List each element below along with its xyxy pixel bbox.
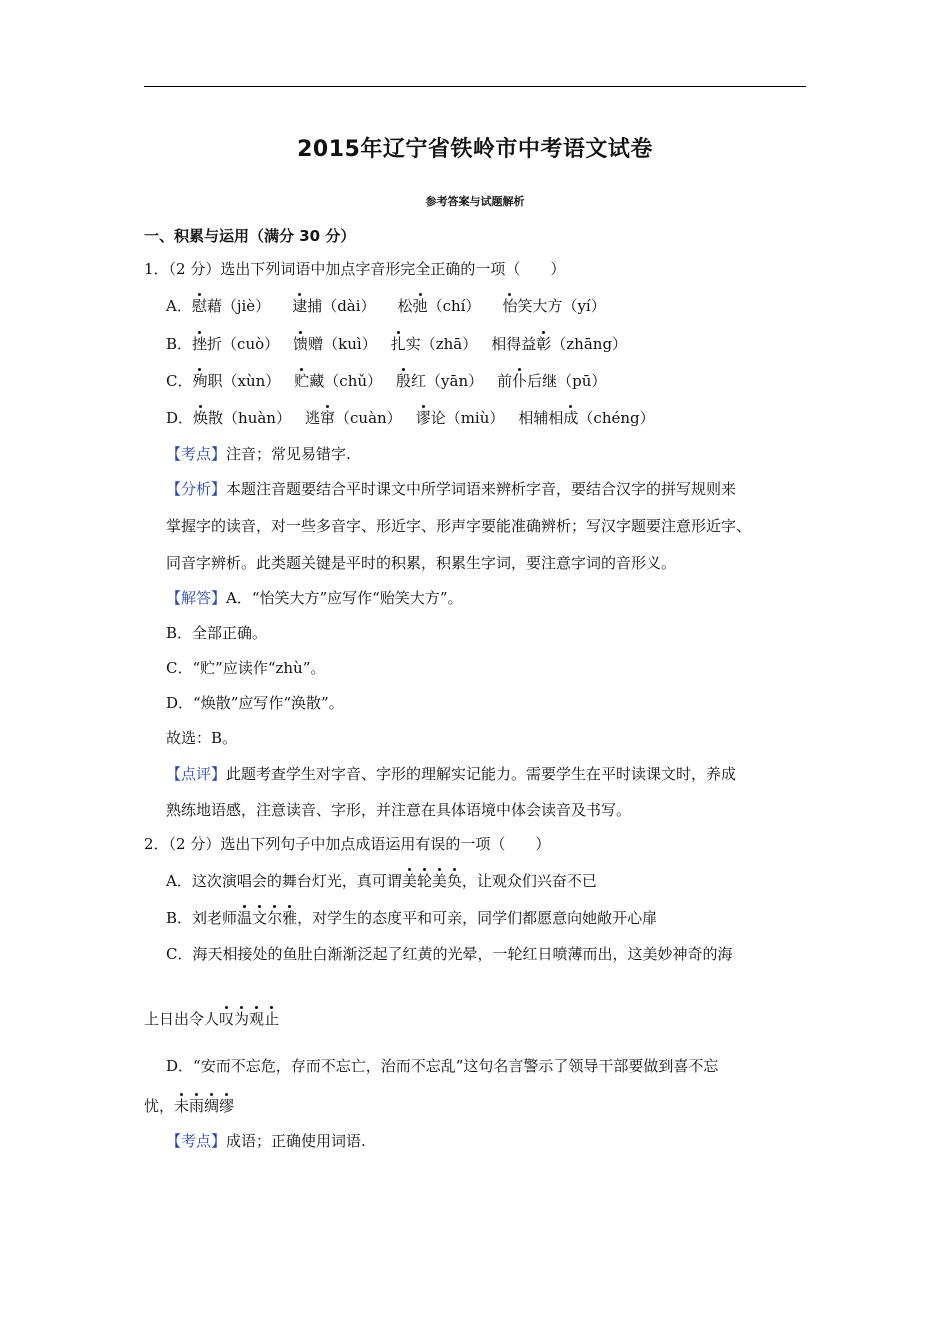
word-item	[193, 409, 291, 427]
word-part: （chéng）	[578, 409, 655, 427]
word-item	[396, 372, 483, 390]
dotted-char: 为	[234, 1010, 250, 1028]
word-part: 后继（pū）	[527, 372, 607, 390]
word-item	[518, 409, 654, 427]
q1-jieda-5: 故选：B。	[166, 729, 238, 747]
q2-kaodian	[166, 1131, 366, 1151]
dotted-char: 殉	[192, 372, 208, 390]
dotted-char: 弛	[412, 297, 428, 315]
q1-fenxi-3: 同音字辨析。此类题关键是平时的积累，积累生字词，要注意字词的音形义。	[166, 554, 677, 572]
word-item	[192, 335, 279, 353]
option-letter: B．	[166, 335, 193, 353]
fenxi-tag: 【分析】	[166, 480, 227, 498]
word-item	[491, 335, 627, 353]
dotted-char: 缪	[219, 1097, 235, 1115]
q1-jieda-1	[166, 588, 463, 608]
dotted-char: 叹	[219, 1010, 235, 1028]
dotted-char: 慰	[191, 297, 207, 315]
dotted-char: 怡	[502, 297, 518, 315]
word-part: 红（yān）	[411, 372, 484, 390]
word-item	[293, 335, 377, 353]
dotted-char: 挫	[192, 335, 208, 353]
q2-c-pre: 上日出令人	[144, 1010, 220, 1028]
q2-a-dotted	[402, 872, 462, 890]
word-part: （zhāng）	[551, 335, 628, 353]
dotted-char: 仆	[512, 372, 528, 390]
dotted-char: 焕	[193, 409, 209, 427]
word-part: 职（xùn）	[207, 372, 281, 390]
word-part: 折（cuò）	[207, 335, 280, 353]
dotted-char: 止	[264, 1010, 280, 1028]
q1-kaodian	[166, 444, 351, 464]
fenxi-text: 本题注音题要结合平时课文中所学词语来辨析字音，要结合汉字的拼写规则来	[226, 480, 737, 498]
q2-option-d-2	[144, 1096, 234, 1116]
word-part: 前	[497, 372, 513, 390]
jieda-text: A．“怡笑大方”应写作“贻笑大方”。	[226, 589, 463, 607]
dotted-char: 殷	[396, 372, 412, 390]
word-item	[497, 372, 606, 390]
q1-jieda-3: C．“贮”应读作“zhù”。	[166, 659, 326, 677]
q2-b-pre: B．刘老师	[166, 909, 238, 927]
option-letter: C．	[166, 372, 193, 390]
dianping-tag: 【点评】	[166, 765, 227, 783]
q1-dianping-2: 熟练地语感，注意读音、字形，并注意在具体语境中体会读音及书写。	[166, 801, 632, 819]
word-part: 相得益	[491, 335, 537, 353]
q1-jieda-4: D．“焕散”应写作“涣散”。	[166, 694, 344, 712]
q1-fenxi-1	[166, 479, 736, 499]
dotted-char: 观	[249, 1010, 265, 1028]
page-subtitle: 参考答案与试题解析	[425, 195, 525, 208]
q2-option-b	[166, 908, 657, 928]
dotted-char: 窜	[320, 409, 336, 427]
word-item	[192, 372, 280, 390]
q1-fenxi-2: 掌握字的读音，对一些多音字、形近字、形声字要能准确辨析；写汉字题要注意形近字、	[166, 517, 752, 535]
word-item	[305, 409, 402, 427]
q2-a-post: ，让观众们兴奋不已	[461, 872, 597, 890]
dotted-char: 尔	[267, 909, 283, 927]
dotted-char: 轮	[416, 872, 432, 890]
q2-option-d-1: D．“安而不忘危，存而不忘亡，治而不忘乱”这句名言警示了领导干部要做到喜不忘	[166, 1057, 719, 1075]
dotted-char: 未	[174, 1097, 190, 1115]
dotted-char: 逮	[292, 297, 308, 315]
q2-kaodian-tag: 【考点】	[166, 1132, 227, 1150]
dotted-char: 美	[401, 872, 417, 890]
word-part: 赠（kuì）	[308, 335, 377, 353]
word-part: 松	[397, 297, 413, 315]
q2-b-post: ，对学生的态度平和可亲，同学们都愿意向她敞开心扉	[297, 909, 658, 927]
q2-option-c-2	[144, 1009, 279, 1029]
q2-option-a	[166, 871, 597, 891]
page-title: 2015年辽宁省铁岭市中考语文试卷	[297, 137, 653, 162]
q1-option-b	[166, 334, 627, 354]
dianping-text: 此题考查学生对字音、字形的理解实记能力。需要学生在平时读课文时，养成	[226, 765, 737, 783]
q2-b-dotted	[237, 909, 297, 927]
header-rule	[144, 86, 806, 87]
word-item	[294, 372, 382, 390]
word-item	[502, 297, 605, 315]
q1-dianping-1	[166, 764, 736, 784]
section-heading: 一、积累与运用（满分 30 分）	[144, 227, 356, 245]
q2-d-pre: 忧，	[144, 1097, 175, 1115]
dotted-char: 雨	[189, 1097, 205, 1115]
q2-a-pre: A．这次演唱会的舞台灯光，真可谓	[166, 872, 402, 890]
word-part: 捕（dài）	[307, 297, 376, 315]
dotted-char: 彰	[536, 335, 552, 353]
q2-d-dotted	[174, 1097, 234, 1115]
q2-option-c-1: C．海天相接处的鱼肚白渐渐泛起了红黄的光晕，一轮红日喷薄而出，这美妙神奇的海	[166, 945, 733, 963]
word-part: 藏（chǔ）	[309, 372, 383, 390]
word-part: 相辅相	[518, 409, 564, 427]
q1-stem: 1．（2 分）选出下列词语中加点字音形完全正确的一项（ ）	[144, 260, 566, 278]
word-part: 论（miù）	[430, 409, 505, 427]
jieda-tag: 【解答】	[166, 589, 227, 607]
dotted-char: 温	[237, 909, 253, 927]
option-letter: D．	[166, 409, 194, 427]
word-part: 笑大方（yí）	[517, 297, 606, 315]
dotted-char: 绸	[204, 1097, 220, 1115]
word-part: 实（zhā）	[405, 335, 478, 353]
dotted-char: 扎	[390, 335, 406, 353]
q1-option-d	[166, 408, 655, 428]
q2-stem: 2．（2 分）选出下列句子中加点成语运用有误的一项（ ）	[144, 835, 551, 853]
dotted-char: 贮	[294, 372, 310, 390]
kaodian-text: 注音；常见易错字.	[226, 445, 351, 463]
q2-kaodian-text: 成语；正确使用词语.	[226, 1132, 366, 1150]
dotted-char: 雅	[282, 909, 298, 927]
word-part: 逃	[304, 409, 320, 427]
dotted-char: 文	[252, 909, 268, 927]
dotted-char: 馈	[293, 335, 309, 353]
q1-option-c	[166, 371, 606, 391]
option-letter: A．	[166, 297, 192, 315]
q1-jieda-2: B．全部正确。	[166, 624, 268, 642]
kaodian-tag: 【考点】	[166, 445, 227, 463]
word-item	[391, 335, 478, 353]
word-item	[192, 297, 270, 315]
word-item	[416, 409, 505, 427]
dotted-char: 成	[563, 409, 579, 427]
dotted-char: 奂	[446, 872, 462, 890]
q1-option-a	[166, 296, 606, 316]
q2-c-dotted	[219, 1010, 279, 1028]
word-part: 散（huàn）	[208, 409, 291, 427]
word-part: 藉（jiè）	[206, 297, 271, 315]
dotted-char: 美	[431, 872, 447, 890]
word-item	[398, 297, 481, 315]
dotted-char: 谬	[415, 409, 431, 427]
word-part: （chí）	[427, 297, 481, 315]
word-item	[292, 297, 375, 315]
word-part: （cuàn）	[335, 409, 402, 427]
